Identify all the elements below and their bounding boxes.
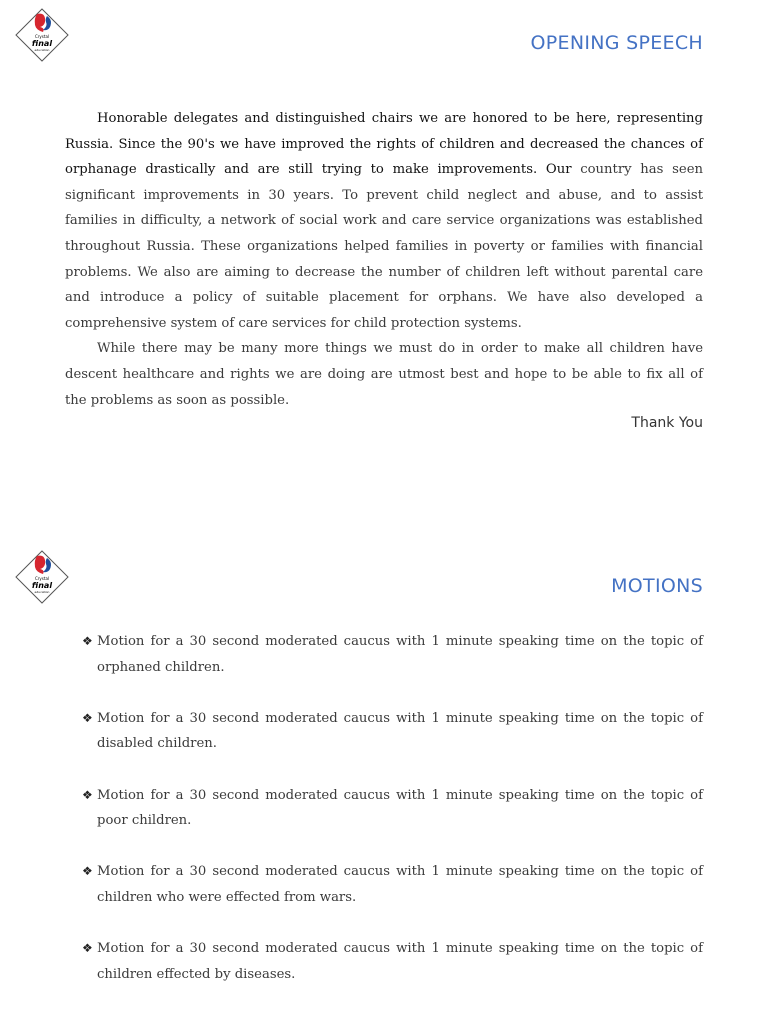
svg-text:education: education: [34, 48, 50, 52]
svg-text:final: final: [31, 39, 53, 48]
page-title-motions: MOTIONS: [611, 575, 703, 597]
list-item: ❖ Motion for a 30 second moderated caucus with 1 minute speaking time on the topic of children effected by diseases.: [65, 936, 703, 987]
diamond-bullet-icon: ❖: [82, 941, 93, 956]
list-item: ❖ Motion for a 30 second moderated caucus with 1 minute speaking time on the topic of orphaned children.: [65, 629, 703, 680]
speech-body: [65, 106, 703, 413]
page-title-opening-speech: OPENING SPEECH: [530, 32, 703, 54]
list-item: ❖ Motion for a 30 second moderated caucus with 1 minute speaking time on the topic of children who were effected from wars.: [65, 859, 703, 910]
school-logo: [15, 550, 69, 604]
closing-text: Thank You: [631, 415, 703, 431]
list-item: ❖ Motion for a 30 second moderated caucus with 1 minute speaking time on the topic of disabled children.: [65, 706, 703, 757]
svg-text:Crystal: Crystal: [34, 34, 50, 39]
school-logo: [15, 8, 69, 62]
speech-paragraph-1: Honorable delegates and distinguished chairs we are honored to be here, representing Russia. Since the 90's we have improved the rights of children and decreased the chances of orphanage drastically and are still trying to make improvements. Our country has seen significant improvements in 30 years. To prevent child neglect and abuse, and to assist families in difficulty, a network of social work and care service organizations was established throughout Russia. These organizations helped families in poverty or families with financial problems. We also are aiming to decrease the number of children left without parental care and introduce a policy of suitable placement for orphans. We have also developed a comprehensive system of care services for child protection systems.: [65, 111, 704, 331]
svg-text:final: final: [31, 581, 53, 590]
motions-list: [65, 629, 703, 1013]
diamond-bullet-icon: ❖: [82, 864, 93, 879]
svg-text:Crystal: Crystal: [34, 576, 50, 581]
diamond-bullet-icon: ❖: [82, 634, 93, 648]
diamond-bullet-icon: ❖: [82, 787, 93, 802]
diamond-bullet-icon: ❖: [82, 710, 93, 725]
list-item: ❖ Motion for a 30 second moderated caucus with 1 minute speaking time on the topic of poor children.: [65, 783, 703, 834]
speech-paragraph-2: While there may be many more things we must do in order to make all children have descent healthcare and rights we are doing are utmost best and hope to be able to fix all of the problems as soon as possible.: [65, 341, 703, 408]
svg-text:education: education: [34, 590, 50, 594]
